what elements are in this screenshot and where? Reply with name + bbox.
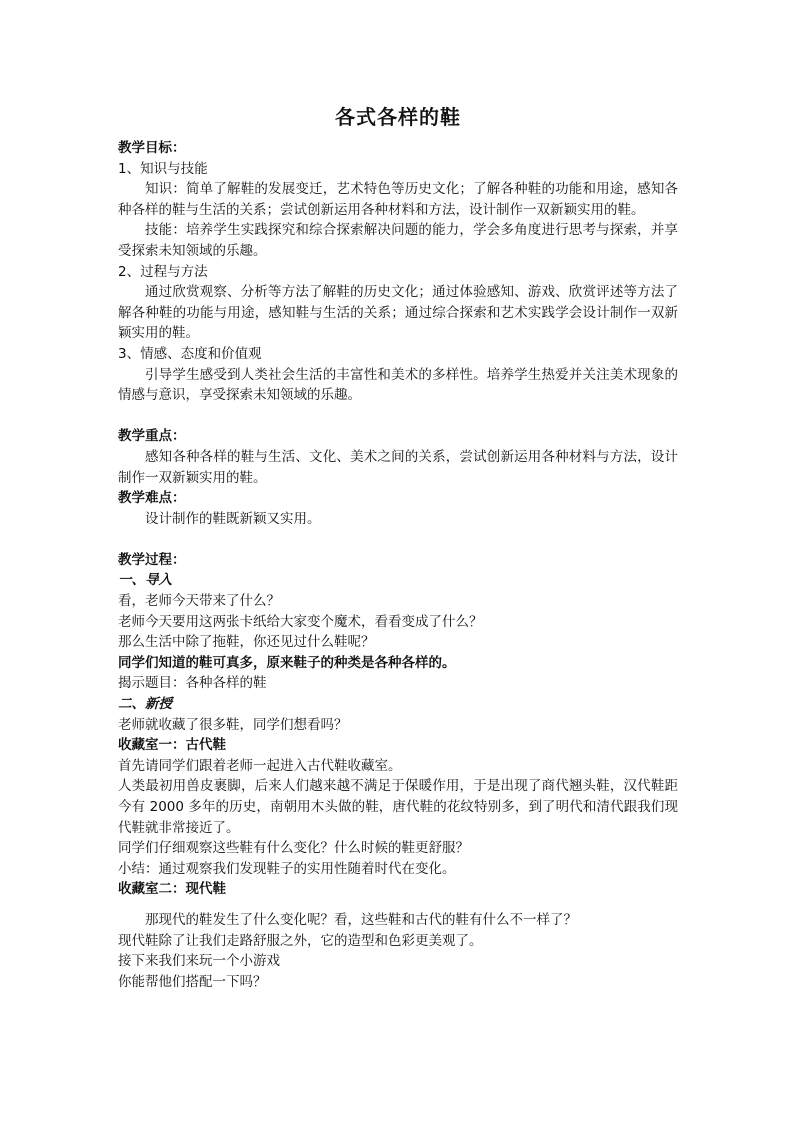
intro-heading: 一、导入 [118,572,172,589]
key-points-heading: 教学重点： [118,428,186,445]
intro-line: 看，老师今天带来了什么？ [118,593,280,610]
room2-indented-line: 那现代的鞋发生了什么变化呢？看，这些鞋和古代的鞋有什么不一样了？ [145,911,577,928]
objectives-heading: 教学目标： [118,140,186,156]
new-lesson-line: 老师就收藏了很多鞋，同学们想看吗？ [118,716,348,733]
room2-line: 接下来我们来玩一个小游戏 [118,953,280,970]
intro-bold-line: 同学们知道的鞋可真多，原来鞋子的种类是各种各样的。 [118,654,456,671]
room2-line: 你能帮他们搭配一下吗？ [118,973,267,990]
room1-heading: 收藏室一：古代鞋 [118,737,226,754]
intro-reveal-line: 揭示题目：各种各样的鞋 [118,675,267,692]
knowledge-heading: 1、知识与技能 [118,160,208,177]
emotion-paragraph: 引导学生感受到人类社会生活的丰富性和美术的多样性。培养学生热爱并关注美术现象的情感与意识，享受探索未知领域的乐趣。 [118,366,678,404]
emotion-heading: 3、情感、态度和价值观 [118,345,262,362]
difficulties-heading: 教学难点： [118,490,186,507]
room1-paragraph: 人类最初用兽皮裹脚，后来人们越来越不满足于保暖作用，于是出现了商代翘头鞋，汉代鞋距今有 2000 多年的历史，南朝用木头做的鞋，唐代鞋的花纹特别多，到了明代和清代跟我们现代鞋就非常接近了。 [118,778,678,836]
room2-heading: 收藏室二：现代鞋 [118,881,226,898]
spacer [118,406,678,427]
room1-after-line: 同学们仔细观察这些鞋有什么变化？什么时候的鞋更舒服？ [118,840,469,857]
spacer [118,529,678,550]
new-lesson-heading: 二、新授 [118,696,172,713]
key-points-paragraph: 感知各种各样的鞋与生活、文化、美术之间的关系，尝试创新运用各种材料与方法，设计制作一双新颖实用的鞋。 [118,448,678,486]
room1-line: 首先请同学们跟着老师一起进入古代鞋收藏室。 [118,757,402,774]
difficulties-paragraph: 设计制作的鞋既新颖又实用。 [145,510,321,527]
document-page [118,100,678,992]
intro-line: 那么生活中除了拖鞋，你还见过什么鞋呢？ [118,634,375,651]
intro-line: 老师今天要用这两张卡纸给大家变个魔术，看看变成了什么？ [118,613,483,630]
skill-paragraph: 技能：培养学生实践探究和综合探索解决问题的能力，学会多角度进行思考与探索，并享受探索未知领域的乐趣。 [118,222,678,259]
room1-after-line: 小结：通过观察我们发现鞋子的实用性随着时代在变化。 [118,860,456,877]
knowledge-paragraph: 知识：简单了解鞋的发展变迁，艺术特色等历史文化；了解各种鞋的功能和用途，感知各种各样的鞋与生活的关系；尝试创新运用各种材料和方法，设计制作一双新颖实用的鞋。 [118,181,678,218]
process-method-paragraph: 通过欣赏观察、分析等方法了解鞋的历史文化；通过体验感知、游戏、欣赏评述等方法了解各种鞋的功能与用途，感知鞋与生活的关系；通过综合探索和艺术实践学会设计制作一双新颖实用的鞋。 [118,284,678,342]
spacer [118,900,678,910]
document-title: 各式各样的鞋 [335,105,461,129]
room2-line: 现代鞋除了让我们走路舒服之外，它的造型和色彩更美观了。 [118,932,483,949]
process-heading: 教学过程： [118,551,186,568]
process-method-heading: 2、过程与方法 [118,263,208,280]
